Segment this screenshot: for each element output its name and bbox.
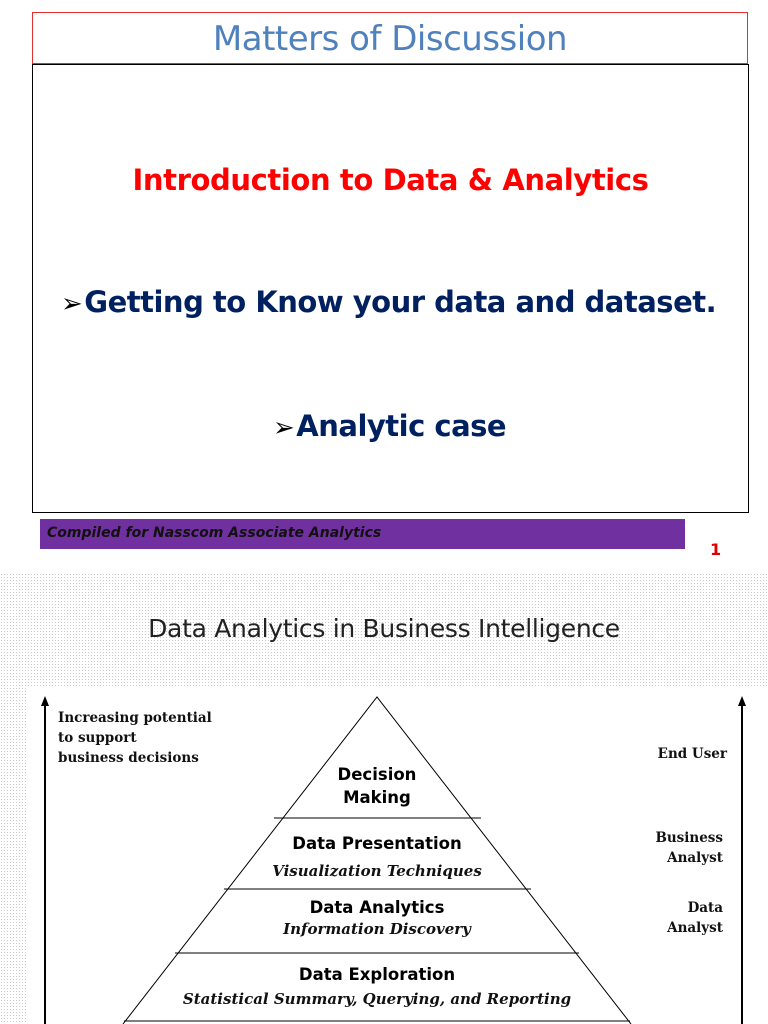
- bullet-item-2: [273, 409, 506, 443]
- slide-title-box: [32, 12, 748, 64]
- left-axis-label: Increasing potential to support business decisions: [58, 710, 212, 766]
- bullet-text: Analytic case: [296, 409, 507, 443]
- intro-heading: Introduction to Data & Analytics: [132, 163, 649, 197]
- footer-bar: [40, 519, 685, 549]
- tier-title: Data Presentation: [292, 834, 462, 853]
- left-axis-arrowhead: [41, 696, 49, 706]
- role-label: Data Analyst: [667, 900, 723, 936]
- tier-subtitle: Visualization Techniques: [272, 862, 482, 880]
- role-label: End User: [657, 746, 727, 762]
- tier-title: Decision Making: [337, 765, 417, 807]
- page-number: 1: [710, 540, 722, 559]
- right-axis-arrowhead: [738, 696, 746, 706]
- arrow-bullet-icon: ➢: [273, 413, 295, 443]
- footer-text: Compiled for Nasscom Associate Analytics: [47, 525, 382, 541]
- tier-title: Data Exploration: [298, 965, 456, 984]
- tier-subtitle: Statistical Summary, Querying, and Reporting: [182, 990, 572, 1008]
- slide-title: Matters of Discussion: [212, 19, 568, 59]
- role-label: Business Analyst: [655, 830, 723, 866]
- arrow-bullet-icon: ➢: [61, 289, 83, 319]
- tier-title: Data Analytics: [309, 898, 445, 917]
- bullet-text: Getting to Know your data and dataset.: [84, 285, 717, 319]
- tier-subtitle: Information Discovery: [283, 920, 471, 938]
- bullet-item-1: [61, 285, 716, 319]
- bi-pyramid-diagram: [28, 686, 768, 1024]
- content-box: [32, 64, 749, 513]
- slide-2-title: Data Analytics in Business Intelligence: [148, 614, 620, 643]
